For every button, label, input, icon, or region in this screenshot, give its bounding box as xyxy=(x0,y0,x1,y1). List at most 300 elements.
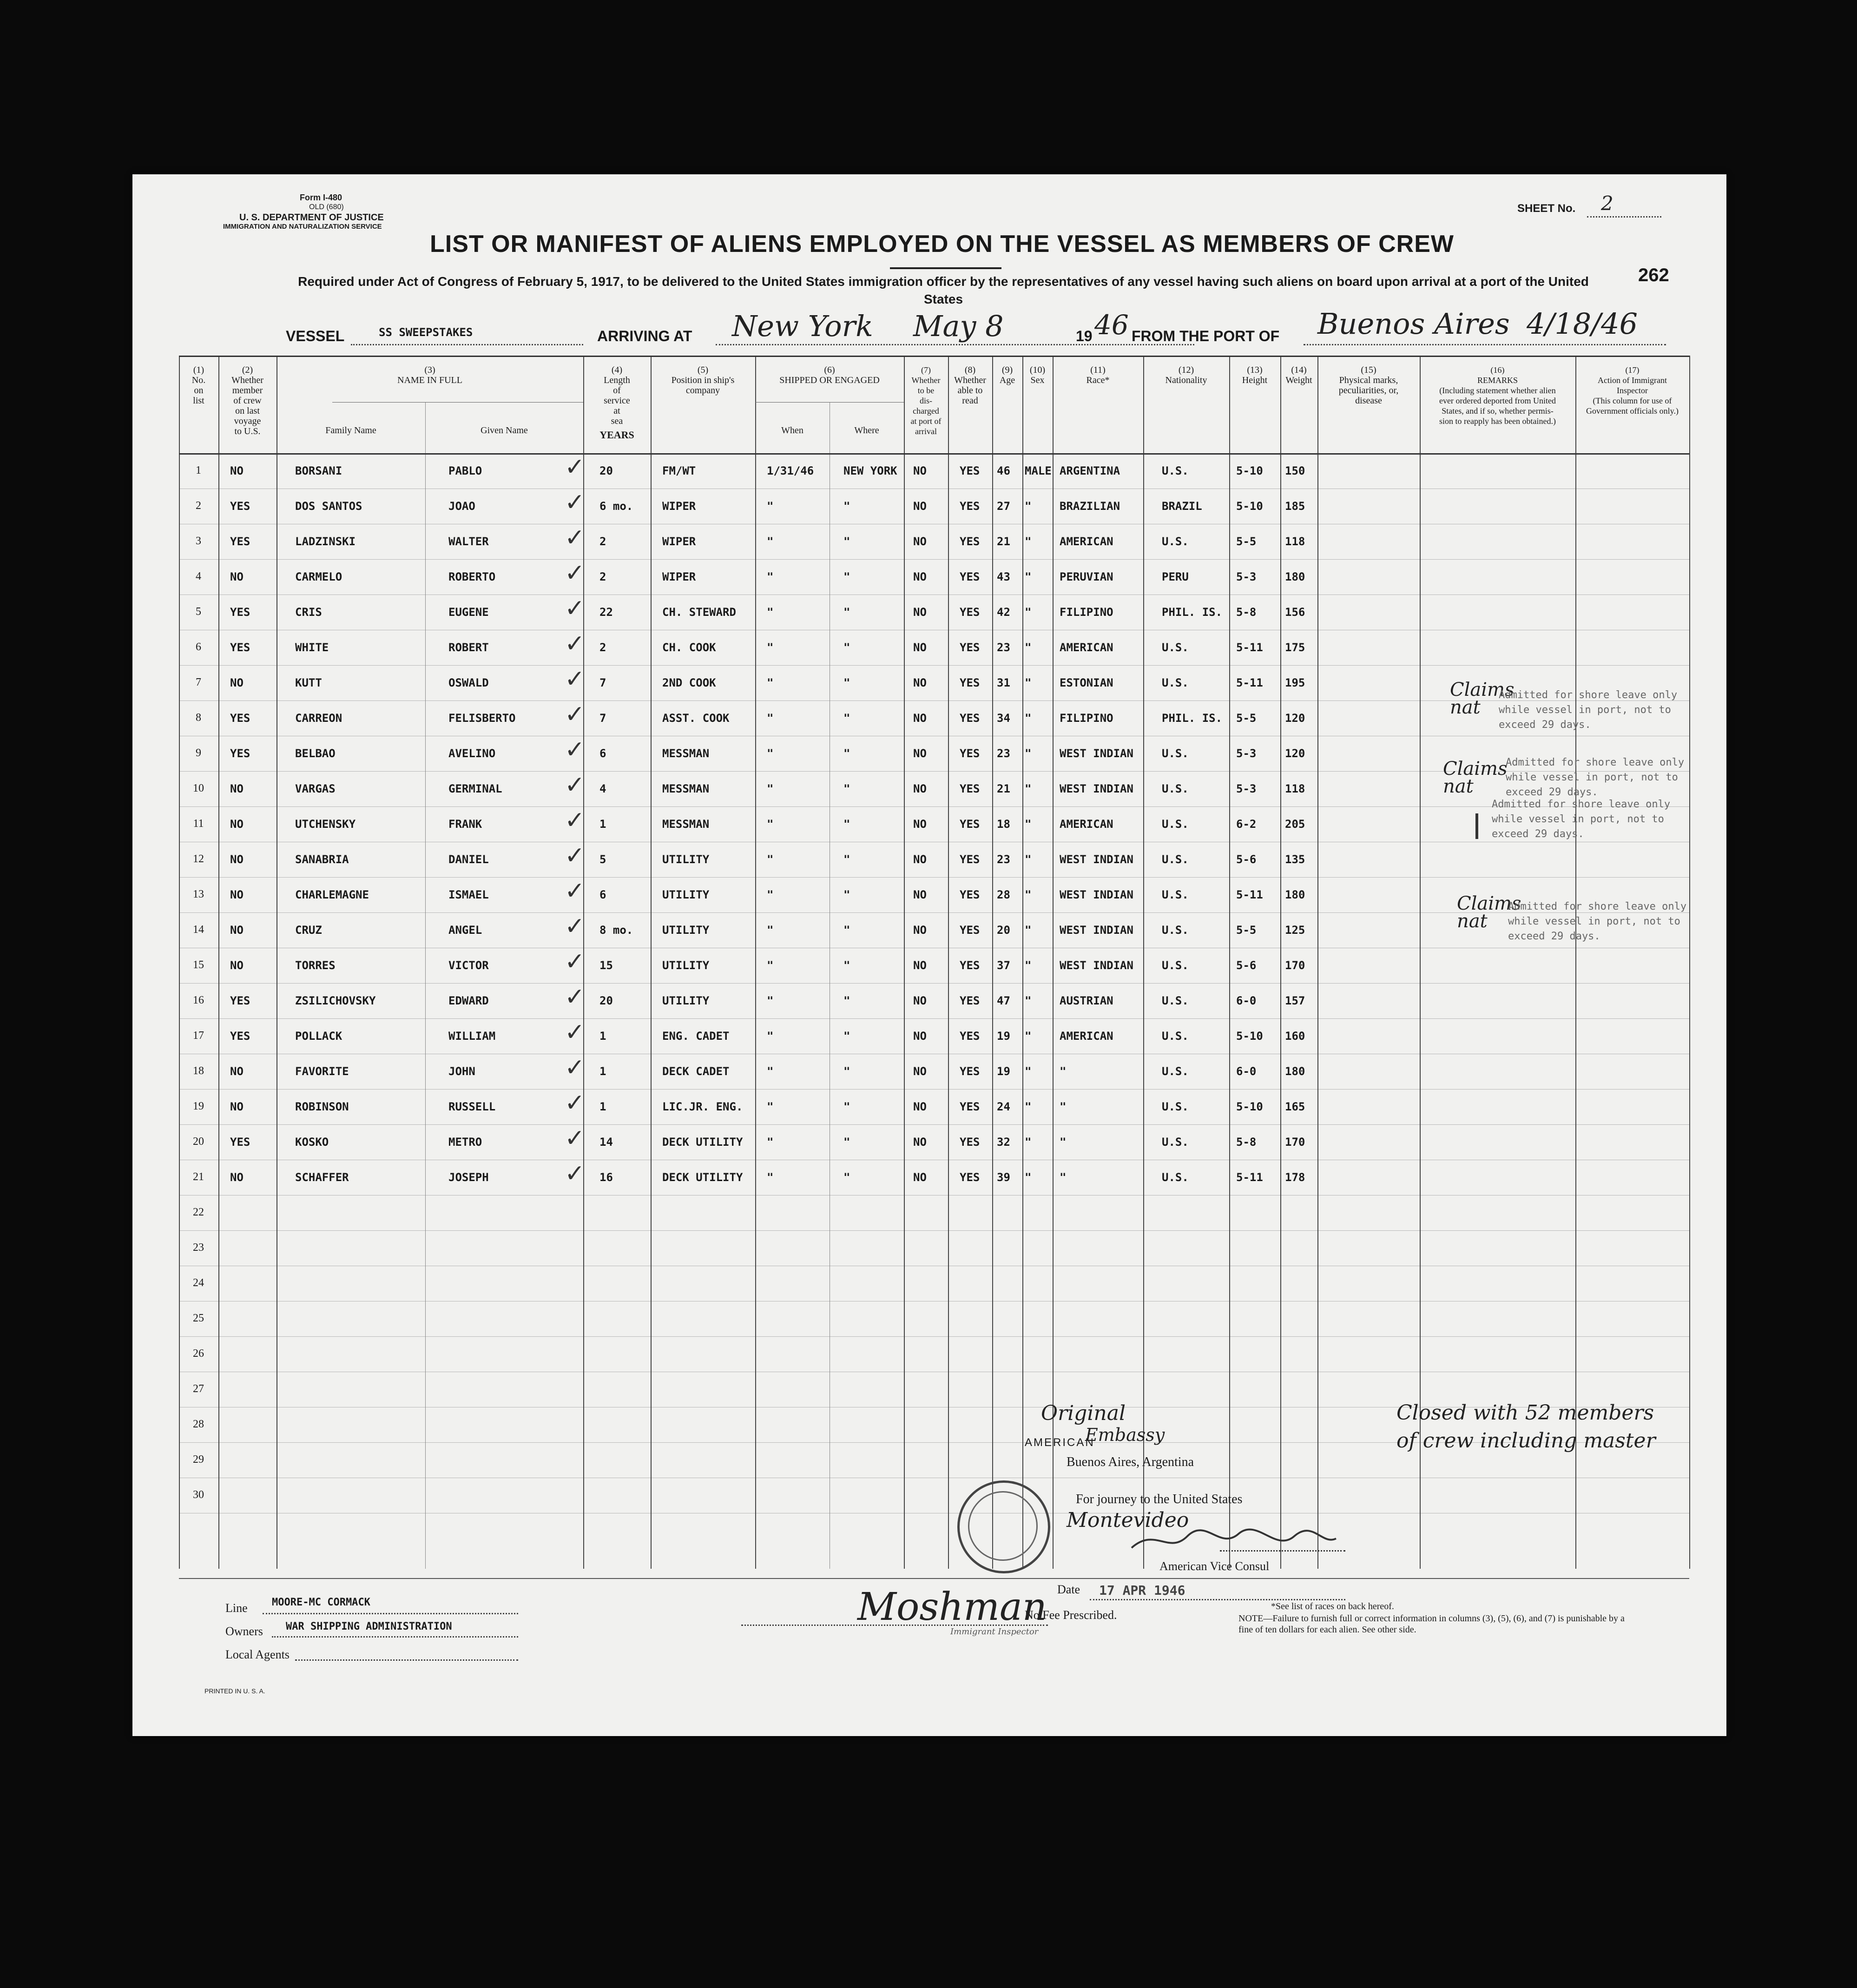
shipped-when-cell: " xyxy=(767,994,774,1007)
col-header-age: (9) Age xyxy=(999,365,1015,385)
family-name-cell: CARMELO xyxy=(295,570,342,583)
weight-cell: 205 xyxy=(1285,818,1305,831)
row-number: 26 xyxy=(193,1347,204,1360)
discharged-cell: NO xyxy=(913,1065,927,1078)
weight-cell: 185 xyxy=(1285,500,1305,513)
shipped-when-cell: " xyxy=(767,500,774,513)
family-name-cell: ZSILICHOVSKY xyxy=(295,994,376,1007)
nationality-cell: U.S. xyxy=(1162,747,1189,760)
line-rule xyxy=(263,1613,518,1614)
col-header-nationality: (12) Nationality xyxy=(1165,365,1207,385)
shipped-where-cell: " xyxy=(843,1136,850,1149)
sex-cell: " xyxy=(1025,1030,1032,1043)
age-cell: 34 xyxy=(997,712,1010,725)
height-cell: 5-10 xyxy=(1236,464,1263,477)
service-cell: 14 xyxy=(599,1136,613,1149)
discharged-cell: NO xyxy=(913,1171,927,1184)
service-cell: 8 mo. xyxy=(599,924,633,937)
page-subtitle: Required under Act of Congress of February 5, 1917, to be delivered to the United States immigration officer by the representatives of any vessel having such aliens on board upon arrival at a port of the United States xyxy=(298,274,1589,306)
race-cell: " xyxy=(1060,1100,1067,1113)
family-name-cell: FAVORITE xyxy=(295,1065,349,1078)
col-header-read: (8) Whether able to read xyxy=(954,365,986,406)
service-cell: 6 mo. xyxy=(599,500,633,513)
col-header-physical-marks: (15) Physical marks, peculiarities, or, disease xyxy=(1338,365,1399,406)
age-cell: 21 xyxy=(997,535,1010,548)
service-cell: 7 xyxy=(599,676,606,689)
shipped-where-cell: " xyxy=(843,994,850,1007)
checkmark-icon: ✓ xyxy=(565,559,585,587)
age-cell: 27 xyxy=(997,500,1010,513)
checkmark-icon: ✓ xyxy=(565,489,585,516)
consul-date-line xyxy=(1090,1599,1345,1600)
service-cell: 5 xyxy=(599,853,606,866)
row-number: 22 xyxy=(193,1206,204,1218)
weight-cell: 118 xyxy=(1285,782,1305,795)
height-cell: 6-2 xyxy=(1236,818,1257,831)
race-cell: " xyxy=(1060,1171,1067,1184)
given-name-cell: METRO xyxy=(448,1136,482,1149)
shipped-where-cell: " xyxy=(843,1030,850,1043)
sex-cell: " xyxy=(1025,1065,1032,1078)
service-cell: 2 xyxy=(599,535,606,548)
nationality-cell: U.S. xyxy=(1162,1171,1189,1184)
shipped-when-cell: " xyxy=(767,818,774,831)
weight-cell: 170 xyxy=(1285,959,1305,972)
form-number: Form I-480 xyxy=(300,193,342,202)
family-name-cell: SANABRIA xyxy=(295,853,349,866)
checkmark-icon: ✓ xyxy=(565,1018,585,1046)
shipped-when-cell: " xyxy=(767,641,774,654)
read-cell: YES xyxy=(960,1065,980,1078)
row-number: 9 xyxy=(196,747,201,759)
age-cell: 42 xyxy=(997,606,1010,619)
given-name-cell: OSWALD xyxy=(448,676,489,689)
nationality-cell: U.S. xyxy=(1162,818,1189,831)
discharged-cell: NO xyxy=(913,747,927,760)
height-cell: 5-5 xyxy=(1236,535,1257,548)
race-cell: AMERICAN xyxy=(1060,535,1113,548)
nationality-cell: U.S. xyxy=(1162,924,1189,937)
discharged-cell: NO xyxy=(913,535,927,548)
height-cell: 5-3 xyxy=(1236,570,1257,583)
family-name-cell: DOS SANTOS xyxy=(295,500,362,513)
position-cell: MESSMAN xyxy=(662,747,710,760)
prev-voyage-cell: NO xyxy=(230,676,244,689)
family-name-cell: CARREON xyxy=(295,712,342,725)
height-cell: 6-0 xyxy=(1236,994,1257,1007)
shipped-where-cell: " xyxy=(843,641,850,654)
row-number: 15 xyxy=(193,959,204,971)
row-number: 11 xyxy=(193,818,204,830)
nationality-cell: U.S. xyxy=(1162,959,1189,972)
prev-voyage-cell: YES xyxy=(230,747,250,760)
family-name-cell: KUTT xyxy=(295,676,322,689)
shipped-when-cell: " xyxy=(767,1030,774,1043)
checkmark-icon: ✓ xyxy=(565,630,585,658)
nationality-cell: U.S. xyxy=(1162,1100,1189,1113)
given-name-cell: ROBERTO xyxy=(448,570,496,583)
height-cell: 5-10 xyxy=(1236,1030,1263,1043)
shipped-where-cell: " xyxy=(843,1100,850,1113)
given-name-cell: JOHN xyxy=(448,1065,475,1078)
row-number: 17 xyxy=(193,1030,204,1042)
nationality-cell: U.S. xyxy=(1162,1065,1189,1078)
shipped-when-cell: " xyxy=(767,1171,774,1184)
read-cell: YES xyxy=(960,959,980,972)
shipped-when-cell: 1/31/46 xyxy=(767,464,814,477)
row-number: 13 xyxy=(193,888,204,900)
shipped-when-cell: " xyxy=(767,1065,774,1078)
nationality-cell: PHIL. IS. xyxy=(1162,606,1223,619)
position-cell: UTILITY xyxy=(662,924,710,937)
shipped-where-cell: " xyxy=(843,500,850,513)
weight-cell: 175 xyxy=(1285,641,1305,654)
read-cell: YES xyxy=(960,606,980,619)
row-number: 19 xyxy=(193,1100,204,1112)
remark-handwritten: Claims nat xyxy=(1450,679,1515,718)
checkmark-icon: ✓ xyxy=(565,1124,585,1152)
position-cell: 2ND COOK xyxy=(662,676,716,689)
shipped-where-cell: " xyxy=(843,853,850,866)
remark-shore-leave: Admitted for shore leave only while vessel in port, not to exceed 29 days. xyxy=(1492,799,1671,840)
sex-cell: " xyxy=(1025,924,1032,937)
read-cell: YES xyxy=(960,853,980,866)
row-number: 28 xyxy=(193,1418,204,1430)
discharged-cell: NO xyxy=(913,464,927,477)
row-number: 7 xyxy=(196,676,201,688)
position-cell: MESSMAN xyxy=(662,818,710,831)
checkmark-icon: ✓ xyxy=(565,842,585,870)
weight-cell: 150 xyxy=(1285,464,1305,477)
shipped-when-cell: " xyxy=(767,1136,774,1149)
position-cell: LIC.JR. ENG. xyxy=(662,1100,743,1113)
read-cell: YES xyxy=(960,1171,980,1184)
height-cell: 5-8 xyxy=(1236,606,1257,619)
checkmark-icon: ✓ xyxy=(565,736,585,764)
shipped-where-cell: NEW YORK xyxy=(843,464,897,477)
sex-cell: " xyxy=(1025,1100,1032,1113)
sex-cell: " xyxy=(1025,888,1032,901)
age-cell: 24 xyxy=(997,1100,1010,1113)
race-cell: AMERICAN xyxy=(1060,1030,1113,1043)
height-cell: 5-10 xyxy=(1236,1100,1263,1113)
prev-voyage-cell: YES xyxy=(230,1030,250,1043)
col-header-service: (4) Length of service at sea xyxy=(604,365,630,426)
position-cell: DECK UTILITY xyxy=(662,1171,743,1184)
row-number: 12 xyxy=(193,853,204,865)
age-cell: 23 xyxy=(997,747,1010,760)
service-cell: 1 xyxy=(599,1030,606,1043)
shipped-when-cell: " xyxy=(767,782,774,795)
service-cell: 2 xyxy=(599,570,606,583)
arriving-line xyxy=(716,344,1194,345)
shipped-when-cell: " xyxy=(767,676,774,689)
row-number: 2 xyxy=(196,500,201,512)
position-cell: UTILITY xyxy=(662,888,710,901)
height-cell: 5-3 xyxy=(1236,782,1257,795)
consul-via: Montevideo xyxy=(1067,1508,1189,1532)
shipped-when-cell: " xyxy=(767,535,774,548)
read-cell: YES xyxy=(960,641,980,654)
embassy-label: AMERICAN xyxy=(1025,1436,1095,1449)
weight-cell: 157 xyxy=(1285,994,1305,1007)
sex-cell: " xyxy=(1025,641,1032,654)
read-cell: YES xyxy=(960,500,980,513)
discharged-cell: NO xyxy=(913,853,927,866)
shipped-when-cell: " xyxy=(767,747,774,760)
age-cell: 23 xyxy=(997,853,1010,866)
consul-city: Buenos Aires, Argentina xyxy=(1067,1455,1194,1469)
service-cell: 1 xyxy=(599,1065,606,1078)
read-cell: YES xyxy=(960,464,980,477)
weight-cell: 178 xyxy=(1285,1171,1305,1184)
prev-voyage-cell: NO xyxy=(230,888,244,901)
checkmark-icon: ✓ xyxy=(565,453,585,481)
age-cell: 20 xyxy=(997,924,1010,937)
shipped-when-cell: " xyxy=(767,570,774,583)
weight-cell: 118 xyxy=(1285,535,1305,548)
remark-shore-leave: Admitted for shore leave only while vessel in port, not to exceed 29 days. xyxy=(1508,901,1687,942)
sex-cell: " xyxy=(1025,1136,1032,1149)
weight-cell: 170 xyxy=(1285,1136,1305,1149)
nationality-cell: U.S. xyxy=(1162,1030,1189,1043)
prev-voyage-cell: YES xyxy=(230,535,250,548)
row-number: 21 xyxy=(193,1171,204,1183)
row-number: 6 xyxy=(196,641,201,653)
family-name-cell: CRUZ xyxy=(295,924,322,937)
height-cell: 5-11 xyxy=(1236,641,1263,654)
family-name-cell: TORRES xyxy=(295,959,336,972)
height-cell: 5-11 xyxy=(1236,888,1263,901)
position-cell: UTILITY xyxy=(662,959,710,972)
consul-title: American Vice Consul xyxy=(1159,1559,1270,1573)
family-name-cell: SCHAFFER xyxy=(295,1171,349,1184)
col-header-family-name: Family Name xyxy=(325,425,376,436)
manifest-sheet xyxy=(132,174,1726,1736)
position-cell: WIPER xyxy=(662,500,696,513)
race-cell: ARGENTINA xyxy=(1060,464,1120,477)
service-cell: 7 xyxy=(599,712,606,725)
bracket-mark xyxy=(1475,813,1478,839)
arrival-year: 46 xyxy=(1094,309,1129,341)
vessel-label: VESSEL xyxy=(286,328,345,344)
row-number: 30 xyxy=(193,1489,204,1501)
given-name-cell: DANIEL xyxy=(448,853,489,866)
sex-cell: " xyxy=(1025,818,1032,831)
age-cell: 32 xyxy=(997,1136,1010,1149)
discharged-cell: NO xyxy=(913,888,927,901)
given-name-cell: ANGEL xyxy=(448,924,482,937)
discharged-cell: NO xyxy=(913,924,927,937)
read-cell: YES xyxy=(960,994,980,1007)
position-cell: DECK UTILITY xyxy=(662,1136,743,1149)
col-header-sex: (10) Sex xyxy=(1029,365,1046,385)
height-cell: 5-5 xyxy=(1236,712,1257,725)
height-cell: 5-6 xyxy=(1236,959,1257,972)
prev-voyage-cell: YES xyxy=(230,500,250,513)
row-number: 16 xyxy=(193,994,204,1006)
consular-seal xyxy=(957,1480,1050,1573)
sex-cell: " xyxy=(1025,959,1032,972)
shipped-when-cell: " xyxy=(767,924,774,937)
given-name-cell: RUSSELL xyxy=(448,1100,496,1113)
nationality-cell: U.S. xyxy=(1162,1136,1189,1149)
sex-cell: " xyxy=(1025,782,1032,795)
height-cell: 5-6 xyxy=(1236,853,1257,866)
given-name-cell: AVELINO xyxy=(448,747,496,760)
sex-cell: " xyxy=(1025,853,1032,866)
checkmark-icon: ✓ xyxy=(565,1160,585,1188)
service-cell: 2 xyxy=(599,641,606,654)
department: U. S. DEPARTMENT OF JUSTICE xyxy=(239,212,384,223)
checkmark-icon: ✓ xyxy=(565,771,585,799)
checkmark-icon: ✓ xyxy=(565,665,585,693)
weight-cell: 160 xyxy=(1285,1030,1305,1043)
sex-cell: " xyxy=(1025,994,1032,1007)
age-cell: 19 xyxy=(997,1065,1010,1078)
read-cell: YES xyxy=(960,782,980,795)
checkmark-icon: ✓ xyxy=(565,912,585,940)
position-cell: WIPER xyxy=(662,570,696,583)
race-cell: " xyxy=(1060,1136,1067,1149)
consul-date: 17 APR 1946 xyxy=(1099,1583,1185,1598)
shipped-where-cell: " xyxy=(843,818,850,831)
shipped-when-cell: " xyxy=(767,853,774,866)
checkmark-icon: ✓ xyxy=(565,700,585,728)
position-cell: UTILITY xyxy=(662,994,710,1007)
service-cell: 20 xyxy=(599,464,613,477)
nationality-cell: U.S. xyxy=(1162,464,1189,477)
family-name-cell: BORSANI xyxy=(295,464,342,477)
prev-voyage-cell: NO xyxy=(230,924,244,937)
checkmark-icon: ✓ xyxy=(565,806,585,834)
shipped-where-cell: " xyxy=(843,1065,850,1078)
weight-cell: 135 xyxy=(1285,853,1305,866)
service-cell: 22 xyxy=(599,606,613,619)
sex-cell: " xyxy=(1025,1171,1032,1184)
position-cell: MESSMAN xyxy=(662,782,710,795)
from-date: 4/18/46 xyxy=(1527,307,1638,341)
form-old-number: OLD (680) xyxy=(309,203,344,211)
sex-cell: " xyxy=(1025,500,1032,513)
inspector-signature: Moshman xyxy=(857,1585,1047,1629)
shipped-where-cell: " xyxy=(843,712,850,725)
nationality-cell: BRAZIL xyxy=(1162,500,1202,513)
race-cell: AMERICAN xyxy=(1060,818,1113,831)
service-cell: 6 xyxy=(599,888,606,901)
height-cell: 6-0 xyxy=(1236,1065,1257,1078)
sex-cell: " xyxy=(1025,747,1032,760)
original-note: Original xyxy=(1041,1401,1126,1425)
footer-rule xyxy=(179,1578,1689,1579)
row-number: 27 xyxy=(193,1383,204,1395)
age-cell: 47 xyxy=(997,994,1010,1007)
shipped-where-cell: " xyxy=(843,570,850,583)
col-header-weight: (14) Weight xyxy=(1285,365,1312,385)
row-number: 14 xyxy=(193,924,204,936)
read-cell: YES xyxy=(960,1136,980,1149)
row-number: 20 xyxy=(193,1136,204,1148)
weight-cell: 156 xyxy=(1285,606,1305,619)
sheet-number: 2 xyxy=(1601,192,1613,215)
discharged-cell: NO xyxy=(913,818,927,831)
shipped-where-cell: " xyxy=(843,606,850,619)
position-cell: FM/WT xyxy=(662,464,696,477)
discharged-cell: NO xyxy=(913,1100,927,1113)
col-header-shipped: (6) SHIPPED OR ENGAGED xyxy=(779,365,880,385)
age-cell: 19 xyxy=(997,1030,1010,1043)
prev-voyage-cell: NO xyxy=(230,1171,244,1184)
weight-cell: 195 xyxy=(1285,676,1305,689)
owners-value: WAR SHIPPING ADMINISTRATION xyxy=(286,1621,452,1632)
race-cell: WEST INDIAN xyxy=(1060,888,1133,901)
col-header-inspector-action: (17) Action of Immigrant Inspector (This column for use of Government officials only.) xyxy=(1586,365,1679,416)
shipped-where-cell: " xyxy=(843,959,850,972)
discharged-cell: NO xyxy=(913,712,927,725)
row-number: 3 xyxy=(196,535,201,547)
sex-cell: " xyxy=(1025,535,1032,548)
row-number: 29 xyxy=(193,1453,204,1466)
from-label: FROM THE PORT OF xyxy=(1132,328,1280,344)
given-name-cell: EUGENE xyxy=(448,606,489,619)
height-cell: 5-5 xyxy=(1236,924,1257,937)
sheet-number-line xyxy=(1587,216,1661,218)
age-cell: 39 xyxy=(997,1171,1010,1184)
shipped-where-cell: " xyxy=(843,676,850,689)
shipped-where-cell: " xyxy=(843,1171,850,1184)
fee-note: No Fee Prescribed. xyxy=(1025,1608,1117,1622)
weight-cell: 180 xyxy=(1285,1065,1305,1078)
inspector-line xyxy=(741,1625,1048,1626)
prev-voyage-cell: NO xyxy=(230,782,244,795)
nationality-cell: U.S. xyxy=(1162,676,1189,689)
prev-voyage-cell: NO xyxy=(230,1065,244,1078)
given-name-cell: EDWARD xyxy=(448,994,489,1007)
col-header-when: When xyxy=(781,425,803,436)
page-number: 262 xyxy=(1638,265,1669,285)
given-name-cell: WILLIAM xyxy=(448,1030,496,1043)
prev-voyage-cell: YES xyxy=(230,606,250,619)
col-header-name: (3) NAME IN FULL xyxy=(397,365,462,385)
checkmark-icon: ✓ xyxy=(565,1054,585,1082)
row-number: 18 xyxy=(193,1065,204,1077)
height-cell: 5-3 xyxy=(1236,747,1257,760)
from-port: Buenos Aires xyxy=(1317,307,1510,341)
row-number: 1 xyxy=(196,464,201,476)
remark-handwritten: Claims nat xyxy=(1457,893,1521,932)
shipped-when-cell: " xyxy=(767,712,774,725)
nationality-cell: PERU xyxy=(1162,570,1189,583)
height-cell: 5-10 xyxy=(1236,500,1263,513)
read-cell: YES xyxy=(960,1100,980,1113)
given-name-cell: GERMINAL xyxy=(448,782,502,795)
race-cell: WEST INDIAN xyxy=(1060,853,1133,866)
prev-voyage-cell: NO xyxy=(230,959,244,972)
prev-voyage-cell: NO xyxy=(230,570,244,583)
arriving-label: ARRIVING AT xyxy=(597,328,692,344)
checkmark-icon: ✓ xyxy=(565,594,585,622)
given-name-cell: PABLO xyxy=(448,464,482,477)
discharged-cell: NO xyxy=(913,1030,927,1043)
col-header-race: (11) Race* xyxy=(1086,365,1110,385)
consul-date-label: Date xyxy=(1057,1583,1080,1596)
shipped-where-cell: " xyxy=(843,782,850,795)
age-cell: 37 xyxy=(997,959,1010,972)
given-name-cell: JOSEPH xyxy=(448,1171,489,1184)
shipped-when-cell: " xyxy=(767,606,774,619)
nationality-cell: U.S. xyxy=(1162,641,1189,654)
weight-cell: 165 xyxy=(1285,1100,1305,1113)
